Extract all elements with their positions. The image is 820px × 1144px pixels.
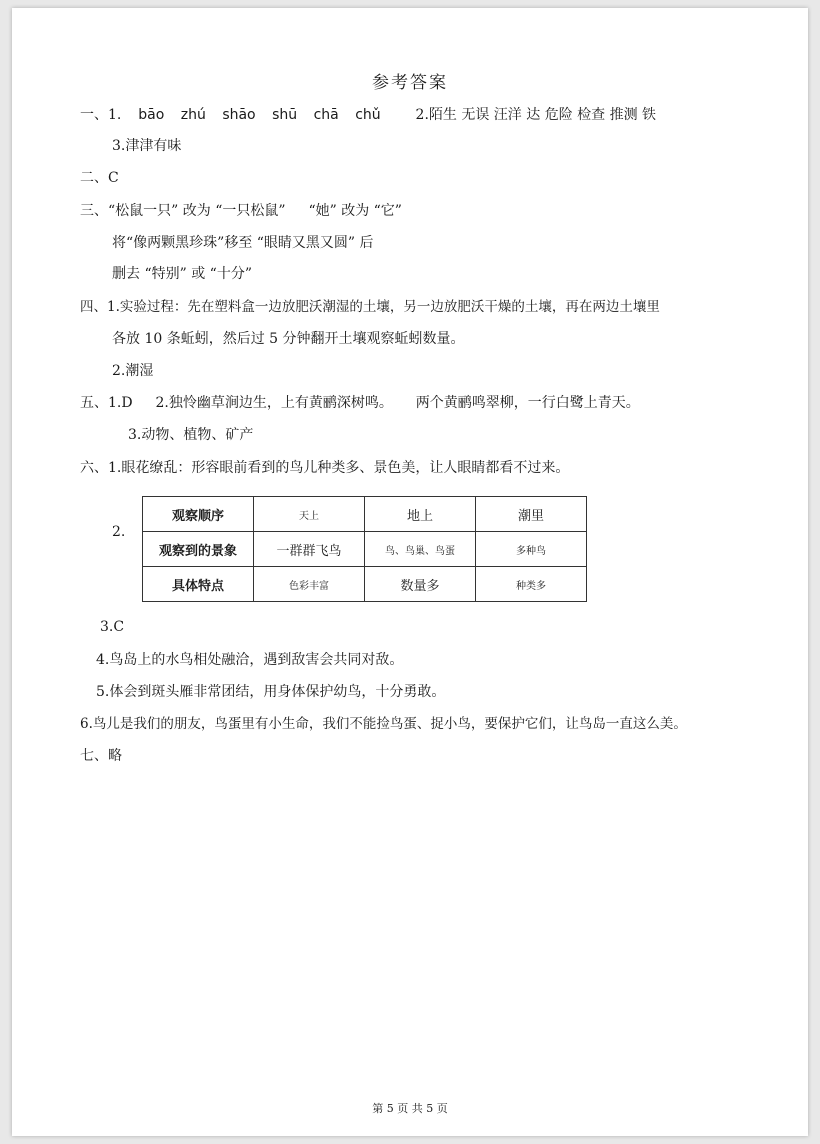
- section-5-line-2: 3.动物、植物、矿产: [128, 427, 254, 443]
- section-3-line-2: 将“像两颗黑珍珠”移至 “眼睛又黑又圆” 后: [112, 235, 374, 251]
- table-row: [143, 532, 587, 567]
- table-cell: 种类多: [476, 567, 587, 602]
- section-5-line-1: [80, 393, 640, 413]
- table-cell: 地上: [365, 497, 476, 532]
- section-6-line-1: 六、1.眼花缭乱：形容眼前看到的鸟儿种类多、景色美，让人眼睛都看不过来。: [80, 460, 570, 476]
- section-6-q5: 5.体会到斑头雁非常团结，用身体保护幼鸟，十分勇敢。: [96, 684, 446, 700]
- table-cell: 鸟、鸟巢、鸟蛋: [365, 532, 476, 567]
- pinyin-4: shū: [272, 107, 298, 123]
- section-6-q6: 6.鸟儿是我们的朋友，鸟蛋里有小生命，我们不能捡鸟蛋、捉小鸟，要保护它们，让鸟岛一直这么美。: [80, 716, 687, 732]
- section-5-q2-b: 两个黄鹂鸣翠柳，一行白鹭上青天。: [415, 395, 640, 411]
- document-page: [12, 8, 808, 1136]
- section-7: 七、略: [80, 748, 122, 764]
- section-3-line-1-a: 三、“松鼠一只” 改为 “一只松鼠”: [80, 203, 286, 219]
- table-cell: 一群群飞鸟: [254, 532, 365, 567]
- section-3-line-3: 删去 “特别” 或 “十分”: [112, 266, 252, 282]
- section-3-line-1: [80, 201, 402, 221]
- section-4-line-1: 四、1.实验过程：先在塑料盒一边放肥沃潮湿的土壤，另一边放肥沃干燥的土壤，再在两边土壤里: [80, 299, 660, 315]
- section-6-q4: 4.鸟岛上的水鸟相处融洽，遇到敌害会共同对敌。: [96, 652, 404, 668]
- section-4-line-3: 2.潮湿: [112, 363, 154, 379]
- section-1-q3: 3.津津有味: [112, 138, 182, 154]
- page-footer: 第 5 页 共 5 页: [372, 1102, 448, 1115]
- table-cell: 潮里: [476, 497, 587, 532]
- table-cell: 数量多: [365, 567, 476, 602]
- table-cell: 观察顺序: [143, 497, 254, 532]
- pinyin-6: chǔ: [355, 107, 381, 123]
- table-cell: 色彩丰富: [254, 567, 365, 602]
- section-5-q2-a: 2.独怜幽草涧边生，上有黄鹂深树鸣。: [155, 395, 393, 411]
- section-1-line-1: [80, 105, 656, 125]
- section-6-q2-label: 2.: [112, 524, 126, 540]
- pinyin-5: chā: [313, 107, 339, 123]
- table-cell: 观察到的景象: [143, 532, 254, 567]
- table-row: [143, 567, 587, 602]
- section-5-q1: 五、1.D: [80, 395, 133, 411]
- section-1-q2: 2.陌生 无误 汪洋 达 危险 检查 推测 铁: [415, 107, 657, 123]
- pinyin-answers: [138, 107, 397, 123]
- section-2: 二、C: [80, 170, 119, 186]
- section-6-q3: 3.C: [100, 619, 125, 635]
- table-cell: 多种鸟: [476, 532, 587, 567]
- section-3-line-1-b: “她” 改为 “它”: [308, 203, 402, 219]
- pinyin-2: zhú: [180, 107, 206, 123]
- table-cell: 具体特点: [143, 567, 254, 602]
- pinyin-1: bāo: [138, 107, 165, 123]
- section-4-line-2: 各放 10 条蚯蚓，然后过 5 分钟翻开土壤观察蚯蚓数量。: [112, 331, 465, 347]
- observation-table: [142, 496, 587, 602]
- pinyin-3: shāo: [222, 107, 256, 123]
- page-title: 参考答案: [372, 73, 448, 93]
- section-1-label: 一、1.: [80, 107, 122, 123]
- table-row: [143, 497, 587, 532]
- table-cell: 天上: [254, 497, 365, 532]
